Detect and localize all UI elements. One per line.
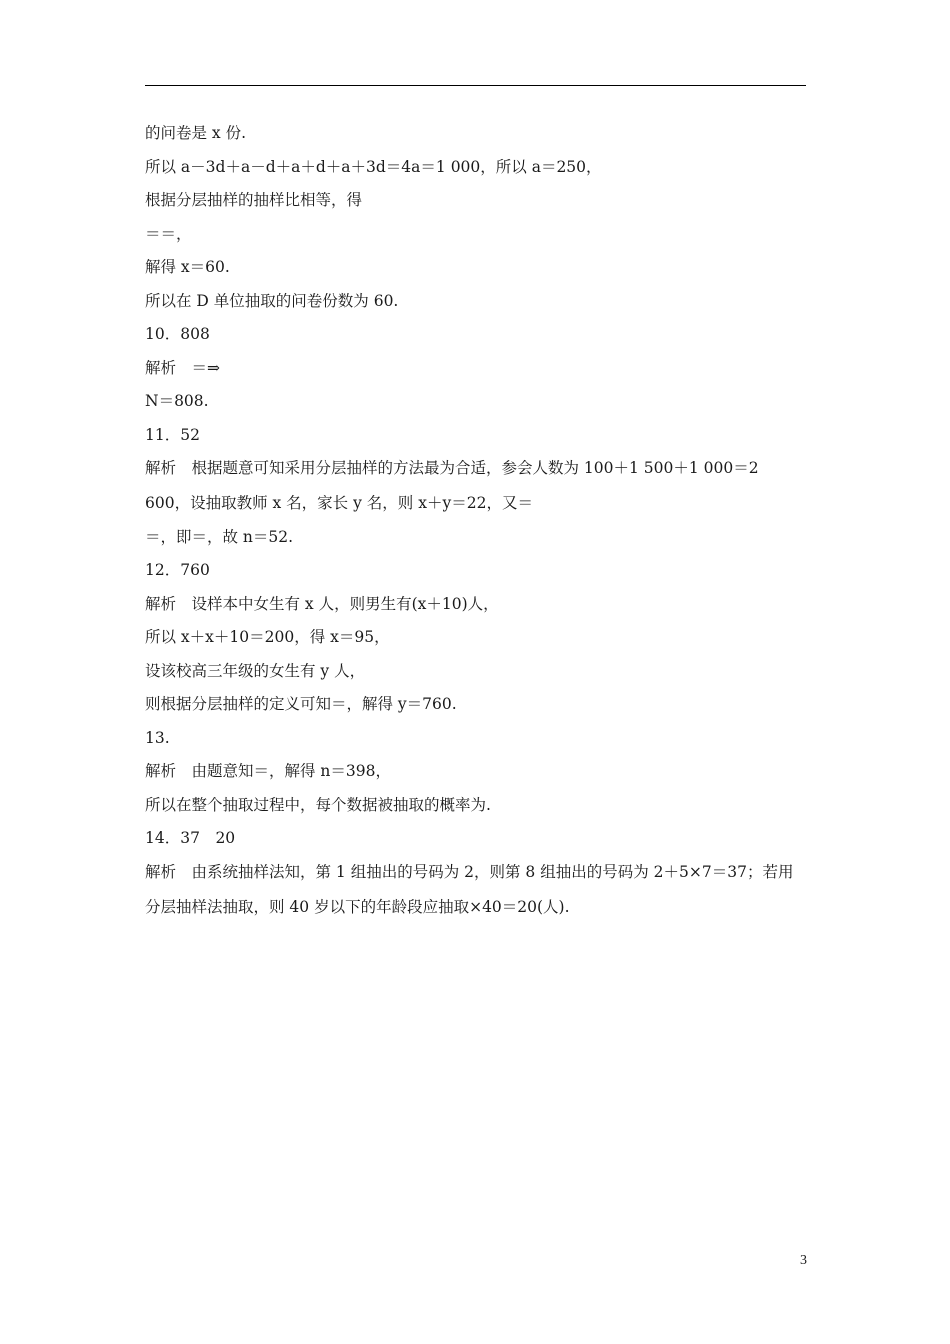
text-line: 的问卷是 x 份. bbox=[145, 124, 247, 142]
text-line: 所以 x＋x＋10＝200，得 x＝95， bbox=[145, 628, 390, 646]
text-line: N＝808. bbox=[145, 392, 209, 410]
text-line: 则根据分层抽样的定义可知＝，解得 y＝760. bbox=[145, 695, 457, 713]
text-line: 所以 a－3d＋a－d＋a＋d＋a＋3d＝4a＝1 000，所以 a＝250， bbox=[145, 157, 602, 176]
text-line: 600，设抽取教师 x 名，家长 y 名，则 x＋y＝22，又＝ bbox=[145, 494, 533, 512]
text-line: 设该校高三年级的女生有 y 人， bbox=[145, 661, 366, 680]
text-line: ＝＝， bbox=[145, 224, 192, 243]
answer-number: 11．52 bbox=[145, 425, 200, 444]
text-line: 根据分层抽样的抽样比相等，得 bbox=[145, 191, 363, 209]
header-rule bbox=[145, 85, 806, 86]
answer-number: 10．808 bbox=[145, 325, 210, 343]
text-line: 解析 根据题意可知采用分层抽样的方法最为合适，参会人数为 100＋1 500＋1 000＝2 bbox=[145, 459, 759, 477]
text-line: 解得 x＝60. bbox=[145, 258, 230, 276]
text-line: 所以在整个抽取过程中，每个数据被抽取的概率为. bbox=[145, 795, 491, 814]
answer-number: 12．760 bbox=[145, 561, 210, 579]
answer-number: 14．37 20 bbox=[145, 829, 236, 847]
text-line: ＝，即＝，故 n＝52. bbox=[145, 527, 294, 546]
text-line: 解析 由系统抽样法知，第 1 组抽出的号码为 2，则第 8 组抽出的号码为 2＋5×7＝37；若用 bbox=[145, 862, 794, 881]
text-line: 分层抽样法抽取，则 40 岁以下的年龄段应抽取×40＝20(人). bbox=[145, 897, 570, 916]
answer-number: 13. bbox=[145, 728, 170, 747]
text-line: 解析 由题意知＝，解得 n＝398， bbox=[145, 762, 391, 780]
page-number: 3 bbox=[800, 1253, 807, 1268]
text-line: 解析 ＝⇒ bbox=[145, 358, 220, 377]
text-line: 解析 设样本中女生有 x 人，则男生有(x＋10)人， bbox=[145, 594, 499, 613]
document-body bbox=[145, 122, 810, 929]
text-line: 所以在 D 单位抽取的问卷份数为 60. bbox=[145, 291, 399, 310]
